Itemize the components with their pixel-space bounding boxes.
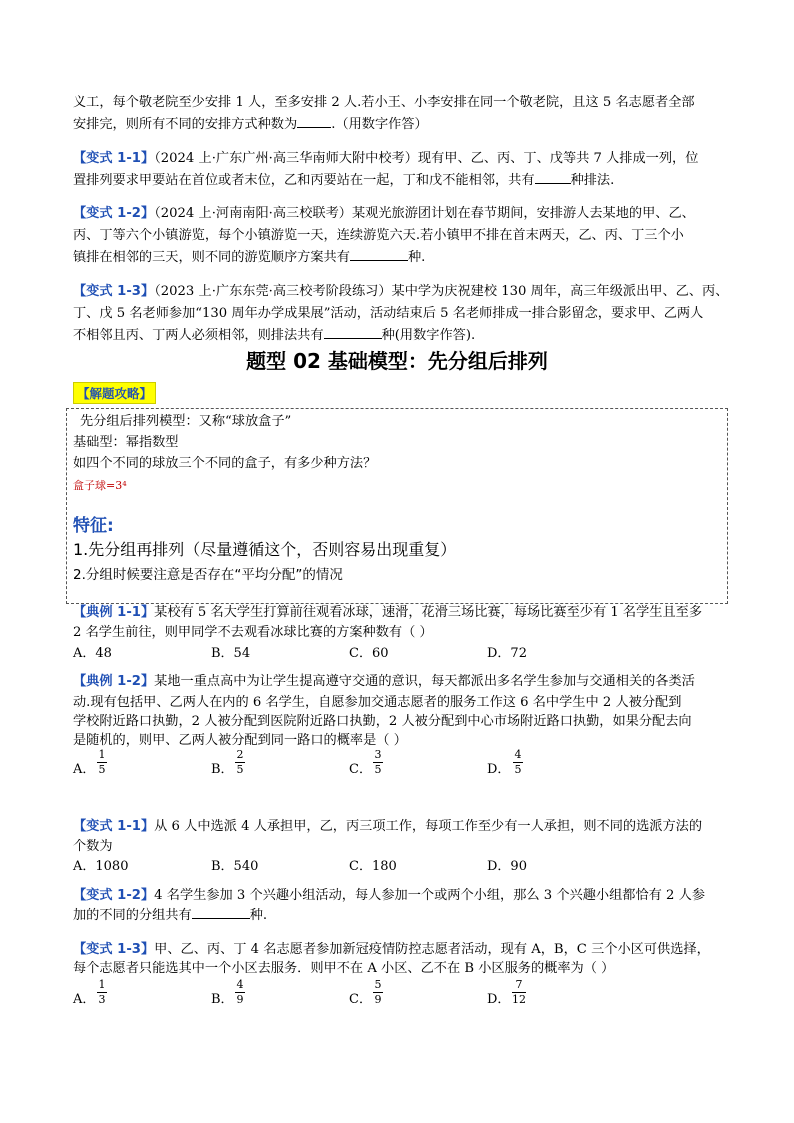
intro-line-2: 安排完，则所有不同的安排方式种数为 .（用数字作答）	[73, 117, 428, 132]
example-1-2-line-1: 【典例 1-2】某地一重点高中为让学生提高遵守交通的意识，每天都派出多名学生参加与交通相关的各类活	[73, 674, 695, 689]
option-b: B．54	[211, 646, 251, 661]
option-c: C．	[349, 992, 372, 1007]
feature-title: 特征:	[73, 516, 114, 536]
example-1-2-line-3: 学校附近路口执勤，2 人被分配到医院附近路口执勤，2 人被分配到中心市场附近路口执勤，如果分配去向	[73, 714, 692, 729]
strategy-tag: 【解题攻略】	[73, 382, 156, 404]
intro-line-1: 义工，每个敬老院至少安排 1 人，至多安排 2 人.若小王、小李安排在同一个敬老院，且这 5 名志愿者全部	[73, 95, 695, 110]
variant-1-1b-line-1: 【变式 1-1】从 6 人中选派 4 人承担甲，乙，丙三项工作，每项工作至少有一人承担，则不同的选派方法的	[73, 819, 703, 834]
variant-1-1a-line-1: 【变式 1-1】（2024 上·广东广州·高三华南师大附中校考）现有甲、乙、丙、丁、戊等共 7 人排成一列，位	[73, 151, 699, 166]
box-line-2: 基础型：幂指数型	[73, 435, 179, 450]
variant-1-2a-line-2: 丙、丁等六个小镇游览，每个小镇游览一天，连续游览六天.若小镇甲不排在首末两天，乙、丙、丁三个小	[73, 228, 684, 243]
option-d: D．	[487, 992, 511, 1007]
option-a: A．48	[73, 646, 112, 661]
variant-1-3a-line-3: 不相邻且丙、丁两人必须相邻，则排法共有 种(用数字作答).	[73, 328, 476, 343]
example-1-1-line-2: 2 名学生前往，则甲同学不去观看冰球比赛的方案种数有（ ）	[73, 625, 433, 640]
variant-1-2b-line-2: 加的不同的分组共有 种.	[73, 908, 268, 923]
option-a-fraction: 1 5	[98, 748, 106, 776]
answer-blank	[297, 127, 331, 128]
option-d: D．72	[487, 646, 527, 661]
feature-item-1: 1.先分组再排列（尽量遵循这个，否则容易出现重复）	[73, 540, 457, 559]
variant-1-3a-line-1: 【变式 1-3】（2023 上·广东东莞·高三校考阶段练习）某中学为庆祝建校 130 周年，高三年级派出甲、乙、丙、	[73, 284, 729, 299]
answer-blank	[192, 918, 250, 919]
option-a: A．	[73, 762, 96, 777]
option-d: D．	[487, 762, 511, 777]
option-d-fraction: 4 5	[514, 748, 522, 776]
answer-blank	[324, 338, 382, 339]
variant-1-1b-line-2: 个数为	[73, 839, 113, 854]
box-line-3: 如四个不同的球放三个不同的盒子，有多少种方法？	[73, 456, 377, 471]
option-d-fraction: 7 12	[512, 978, 526, 1006]
variant-1-2a-line-1: 【变式 1-2】（2024 上·河南南阳·高三校联考）某观光旅游团计划在春节期间，安排游人去某地的甲、乙、	[73, 206, 695, 221]
section-title: 题型 02 基础模型：先分组后排列	[246, 349, 548, 373]
option-b-fraction: 2 5	[236, 748, 244, 776]
variant-1-3b-line-2: 每个志愿者只能选其中一个小区去服务．则甲不在 A 小区、乙不在 B 小区服务的概率为（ ）	[73, 961, 615, 976]
option-c-fraction: 3 5	[374, 748, 382, 776]
feature-item-2: 2.分组时候要注意是否存在“平均分配”的情况	[73, 567, 343, 583]
variant-1-2b-line-1: 【变式 1-2】4 名学生参加 3 个兴趣小组活动，每人参加一个或两个小组，那么 3 个兴趣小组都恰有 2 人参	[73, 888, 706, 903]
option-c-fraction: 5 9	[374, 978, 382, 1006]
option-b: B．	[211, 762, 234, 777]
box-line-1: 先分组后排列模型：又称“球放盒子”	[80, 414, 292, 429]
variant-1-2a-line-3: 镇排在相邻的三天，则不同的游览顺序方案共有 种.	[73, 250, 426, 265]
variant-1-3a-line-2: 丁、戊 5 名老师参加“130 周年办学成果展”活动，活动结束后 5 名老师排成一排合影留念，要求甲、乙两人	[73, 306, 704, 321]
variant-1-1a-line-2: 置排列要求甲要站在首位或者末位，乙和丙要站在一起，丁和戊不能相邻，共有 种排法.	[73, 173, 615, 188]
answer-blank	[350, 260, 408, 261]
option-b: B．	[211, 992, 234, 1007]
option-a-fraction: 1 3	[98, 978, 106, 1006]
variant-1-3b-line-1: 【变式 1-3】甲、乙、丙、丁 4 名志愿者参加新冠疫情防控志愿者活动，现有 A，B，C 三个小区可供选择，	[73, 942, 710, 957]
option-c: C．60	[349, 646, 389, 661]
box-line-4: 盒子球=3⁴	[73, 479, 127, 492]
example-1-2-line-2: 动.现有包括甲、乙两人在内的 6 名学生，自愿参加交通志愿者的服务工作这 6 名中学生中 2 人被分配到	[73, 695, 682, 710]
option-d: D．90	[487, 859, 527, 874]
option-a: A．1080	[73, 859, 129, 874]
example-1-1-line-1: 【典例 1-1】某校有 5 名大学生打算前往观看冰球，速滑，花滑三场比赛，每场比赛至少有 1 名学生且至多	[73, 605, 703, 620]
option-b: B．540	[211, 859, 259, 874]
answer-blank	[535, 183, 571, 184]
option-b-fraction: 4 9	[236, 978, 244, 1006]
example-1-2-line-4: 是随机的，则甲、乙两人被分配到同一路口的概率是（ ）	[73, 733, 407, 748]
option-a: A．	[73, 992, 96, 1007]
option-c: C．180	[349, 859, 397, 874]
option-c: C．	[349, 762, 372, 777]
